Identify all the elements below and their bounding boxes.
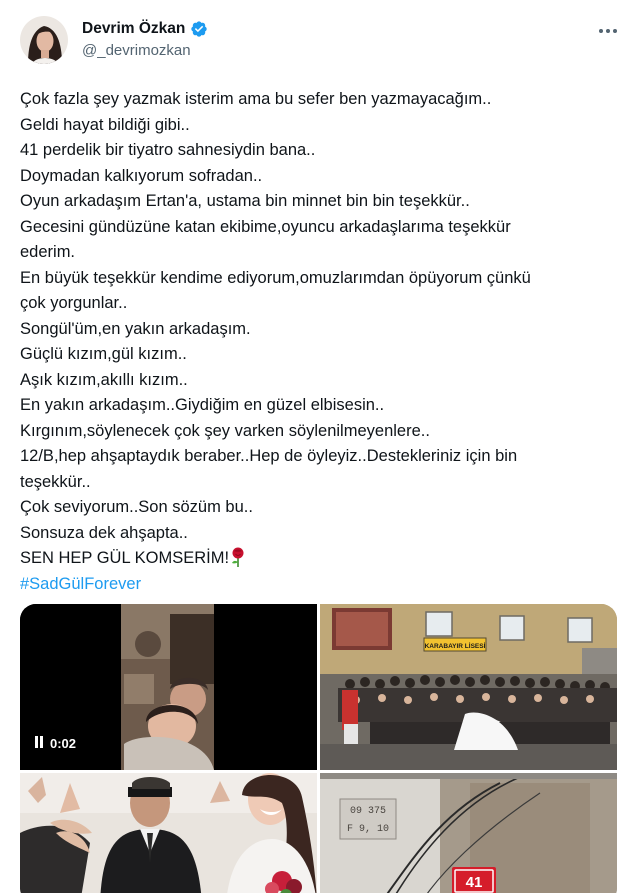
wedding-photo[interactable] bbox=[20, 773, 317, 893]
tweet-header bbox=[0, 0, 635, 80]
tweet-line: Doymadan kalkıyorum sofradan.. bbox=[20, 166, 263, 185]
video-duration-badge bbox=[34, 736, 76, 751]
more-options-icon[interactable] bbox=[597, 24, 619, 38]
tweet-line: teşekkür.. bbox=[20, 472, 91, 491]
tweet-line-last bbox=[20, 546, 620, 572]
tweet-line: En yakın arkadaşım..Giydiğim en güzel elbisesin.. bbox=[20, 396, 385, 414]
tweet-line: 41 perdelik bir tiyatro sahnesiydin bana.. bbox=[20, 141, 316, 159]
door-number: 41 bbox=[465, 874, 483, 891]
tweet-line-text: SEN HEP GÜL KOMSERİM! bbox=[20, 549, 230, 567]
tweet-line: Gecesini gündüzüne katan ekibime,oyuncu arkadaşlarıma teşekkür bbox=[20, 217, 511, 236]
group-photo[interactable] bbox=[320, 604, 617, 770]
tweet-line: Aşık kızım,akıllı kızım.. bbox=[20, 370, 188, 389]
verified-badge-icon bbox=[190, 20, 208, 38]
name-row bbox=[82, 20, 208, 38]
tweet-line: Oyun arkadaşım Ertan'a, ustama bin minnet bin bin teşekkür.. bbox=[20, 192, 470, 210]
plate-text-1: 09 375 bbox=[349, 806, 387, 817]
video-thumbnail[interactable] bbox=[20, 604, 317, 770]
plate-text-2: F 9, 10 bbox=[346, 824, 390, 835]
tweet-line: ederim. bbox=[20, 243, 76, 261]
tweet-line: Güçlü kızım,gül kızım.. bbox=[20, 345, 187, 363]
video-duration: 0:02 bbox=[50, 736, 77, 751]
tweet-line: Çok fazla şey yazmak isterim ama bu sefer ben yazmayacağım.. bbox=[20, 90, 492, 108]
pause-icon[interactable] bbox=[34, 738, 44, 750]
tweet-line: En büyük teşekkür kendime ediyorum,omuzlarımdan öpüyorum çünkü bbox=[20, 268, 531, 287]
tweet-line: çok yorgunlar.. bbox=[20, 294, 128, 312]
school-sign-text: KARABAYIR LİSESİ bbox=[424, 643, 486, 650]
avatar[interactable] bbox=[20, 16, 68, 64]
rose-emoji-icon bbox=[230, 547, 246, 567]
display-name[interactable]: Devrim Özkan bbox=[82, 20, 186, 37]
door-photo[interactable] bbox=[320, 773, 617, 893]
tweet-line: Geldi hayat bildiği gibi.. bbox=[20, 115, 190, 134]
media-grid bbox=[20, 604, 617, 893]
tweet-line: Songül'üm,en yakın arkadaşım. bbox=[20, 319, 251, 338]
tweet-line: 12/B,hep ahşaptaydık beraber..Hep de öyleyiz..Destekleriniz için bin bbox=[20, 447, 518, 465]
hashtag-link[interactable]: #SadGülForever bbox=[20, 574, 142, 593]
tweet-line: Sonsuza dek ahşapta.. bbox=[20, 523, 188, 542]
handle[interactable]: @_devrimozkan bbox=[82, 42, 191, 59]
tweet-text bbox=[20, 87, 620, 597]
tweet-line: Çok seviyorum..Son sözüm bu.. bbox=[20, 498, 253, 516]
tweet-line: Kırgınım,söylenecek çok şey varken söylenilmeyenlere.. bbox=[20, 421, 430, 440]
